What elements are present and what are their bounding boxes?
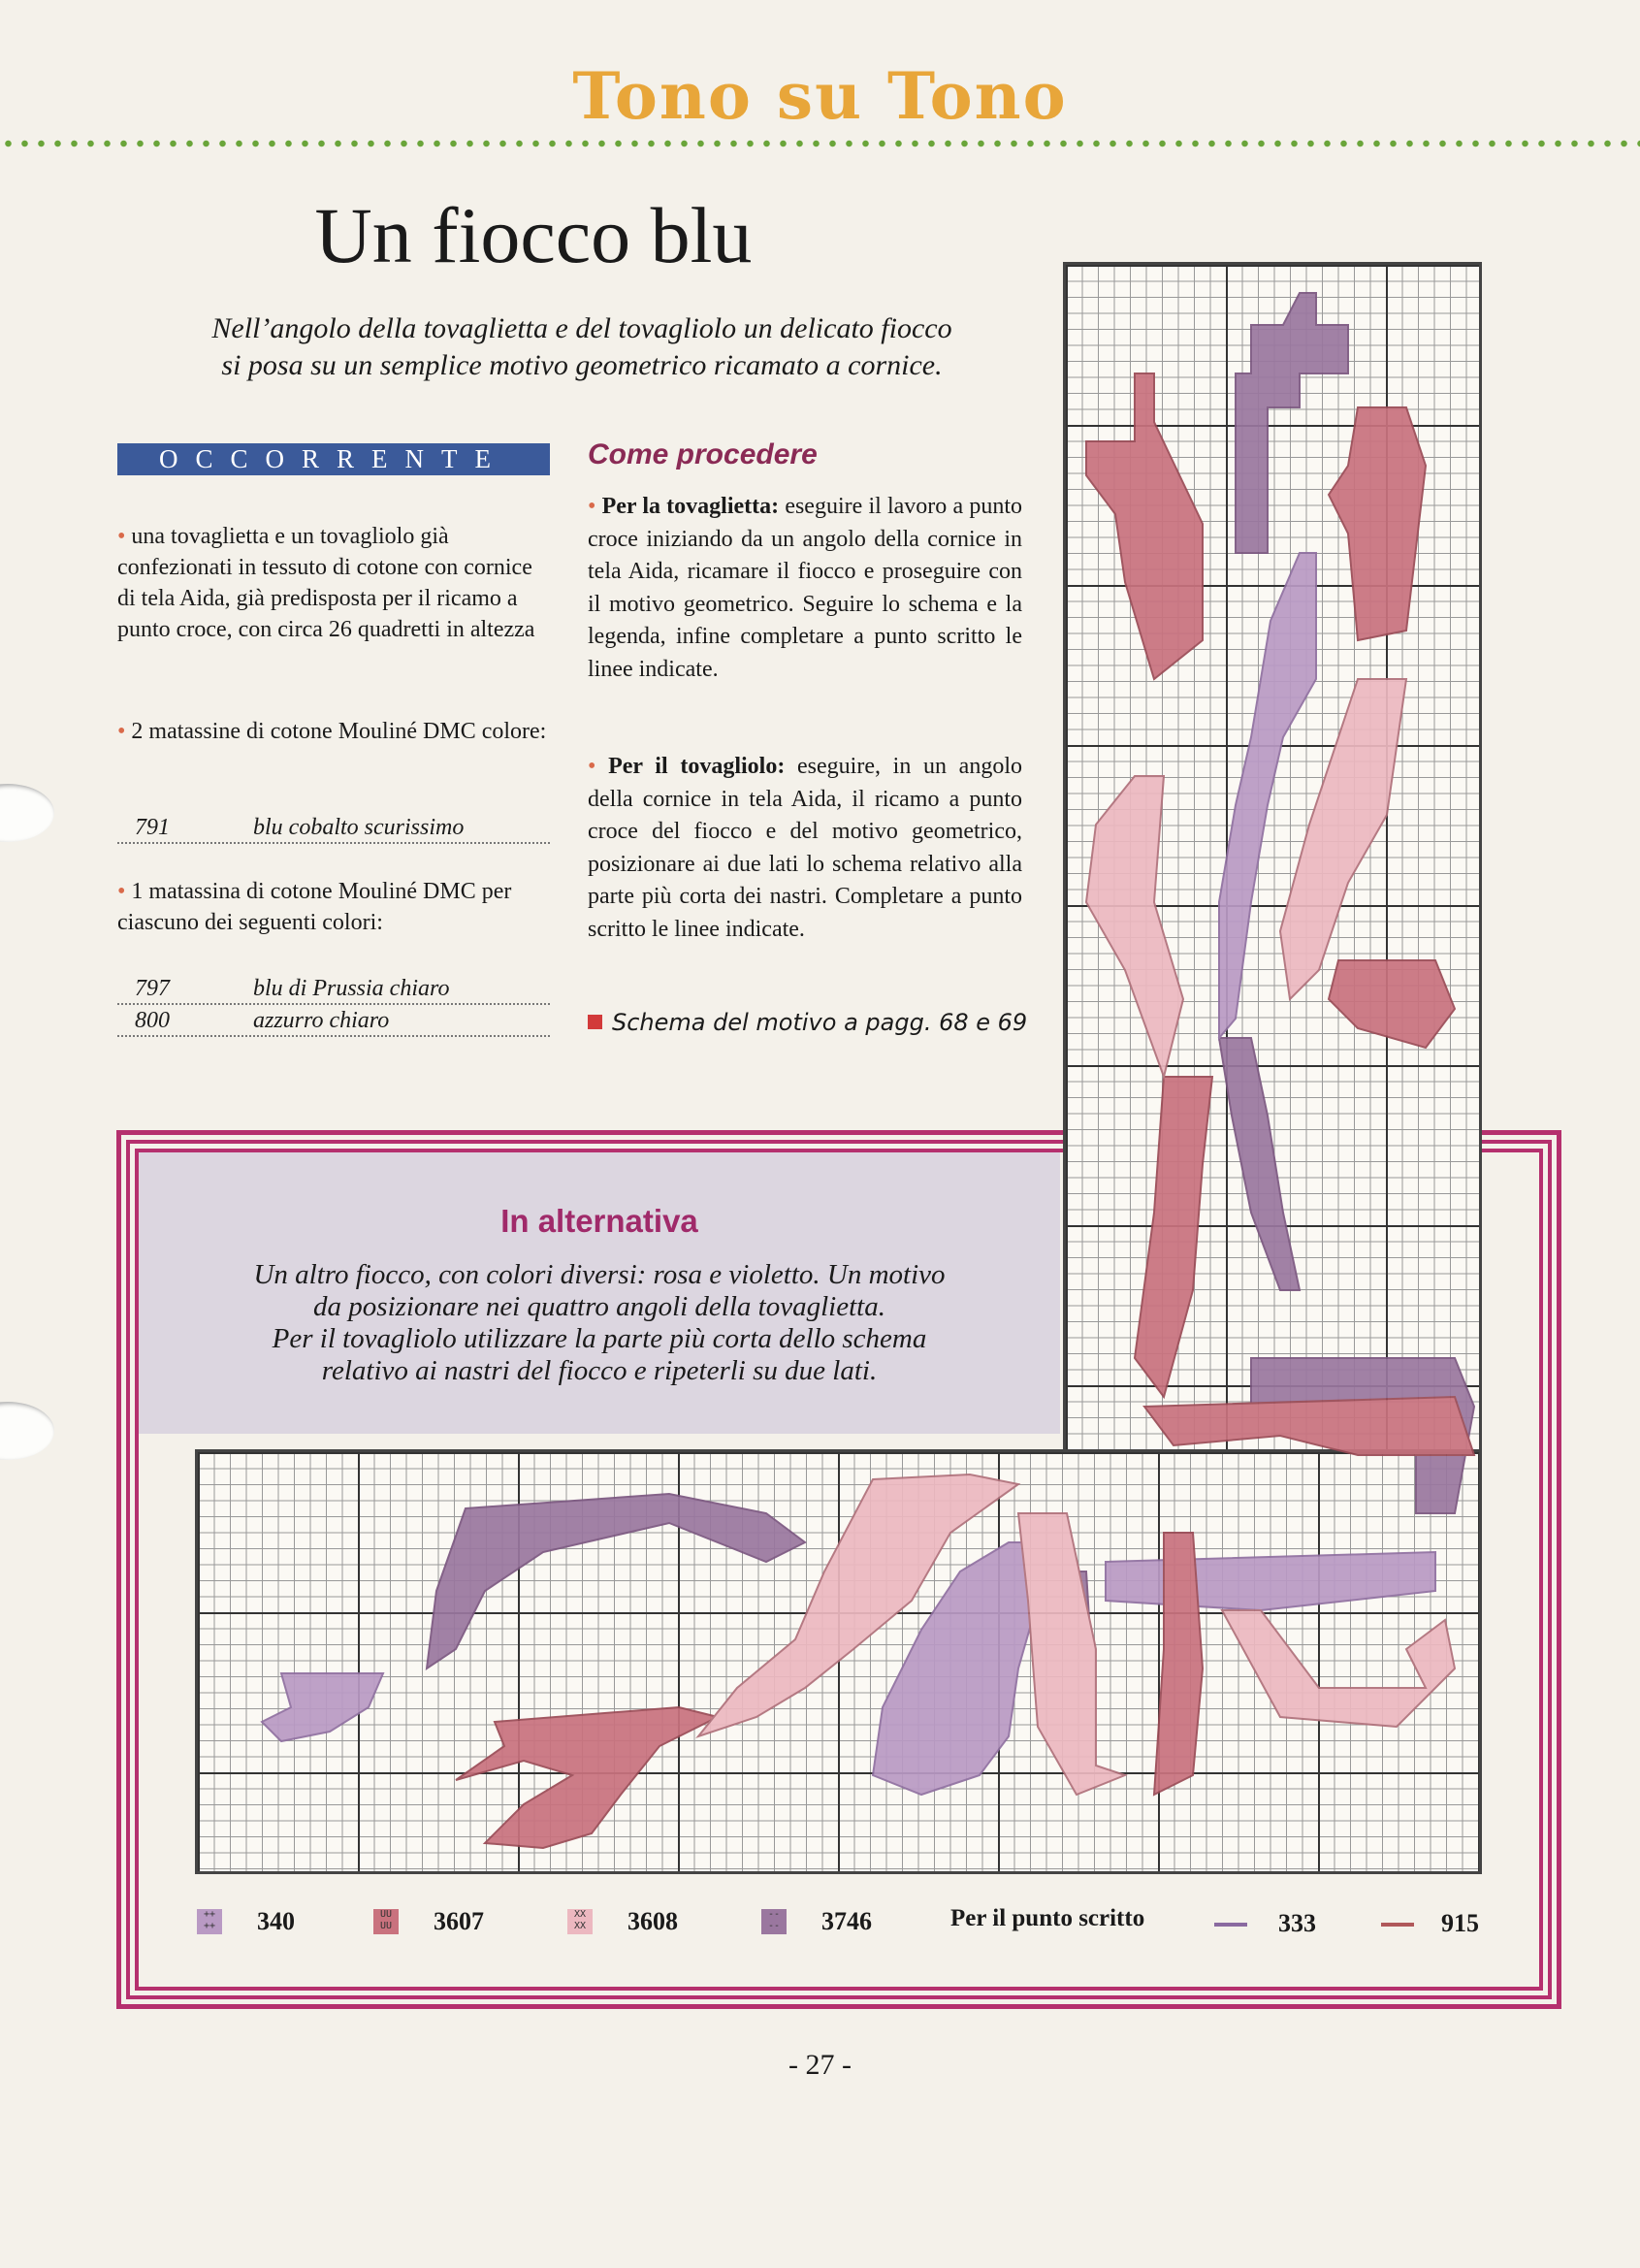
backstitch-line-333-icon (1214, 1923, 1247, 1927)
schema-reference: Schema del motivo a pagg. 68 e 69 (588, 1009, 1027, 1036)
swatch-u-icon: UU UU (373, 1909, 399, 1934)
binder-hole-top (0, 784, 54, 842)
instructions-tovaglietta: • Per la tovaglietta: eseguire il lavoro a punto croce iniziando da un angolo della cornice in tela Aida, ricamare il fiocco e proseguire con il motivo geometrico. Seguire lo schema e la legenda, infine completare a punto scritto le linee indicate. (588, 494, 1022, 682)
bullet-icon: • (588, 754, 609, 779)
binder-hole-bottom (0, 1402, 54, 1460)
backstitch-label: Per il punto scritto (950, 1905, 1145, 1931)
swatch-plus-icon: ++ ++ (197, 1909, 222, 1934)
thread-row: 797 blu di Prussia chiaro (117, 974, 550, 1005)
alternative-heading: In alternativa (500, 1203, 698, 1239)
legend-item-3608: XX XX 3608 (567, 1909, 761, 1938)
swatch-dash-icon: -- -- (761, 1909, 787, 1934)
alternative-text: Un altro fiocco, con colori diversi: rosa e violetto. Un motivo da posizionare nei quattro angoli della tovaglietta. Per il tovagliolo utilizzare la parte più corta dello schema relativo ai nastri del fiocco e ripeterli su due lati. (253, 1259, 946, 1386)
legend-item-3607: UU UU 3607 (373, 1909, 567, 1938)
bullet-icon: • (117, 524, 132, 549)
legend-item-340: ++ ++ 340 (197, 1909, 391, 1938)
dotted-divider (0, 140, 1640, 147)
backstitch-code-915: 915 (1441, 1909, 1479, 1937)
page-number: - 27 - (788, 2049, 852, 2081)
occorrente-item-1: • una tovaglietta e un tovagliolo già confezionati in tessuto di cotone con cornice di tela Aida, già predisposta per il ricamo a punto croce, con circa 26 quadretti in altezza (117, 524, 535, 642)
backstitch-line-915-icon (1381, 1923, 1414, 1927)
occorrente-item-2: • 2 matassine di cotone Mouliné DMC colore: (117, 719, 547, 744)
subtitle-line: Nell’angolo della tovaglietta e del tovagliolo un delicato fiocco (211, 312, 952, 344)
masthead: Tono su Tono (572, 58, 1068, 134)
thread-row: 791 blu cobalto scurissimo (117, 813, 550, 844)
occorrente-item-3: • 1 matassina di cotone Mouliné DMC per ciascuno dei seguenti colori: (117, 879, 512, 935)
come-procedere-heading: Come procedere (588, 438, 818, 470)
bullet-icon: • (117, 879, 132, 904)
bullet-icon: • (117, 719, 132, 744)
backstitch-code-333: 333 (1278, 1909, 1316, 1937)
page-title: Un fiocco blu (314, 191, 753, 279)
subtitle (145, 310, 1018, 384)
thread-row: 800 azzurro chiaro (117, 1006, 550, 1037)
instructions-tovagliolo: • Per il tovagliolo: eseguire, in un angolo della cornice in tela Aida, il ricamo a punto croce del fiocco e del motivo geometrico, posizionare ai due lati lo schema relativo alla parte più corta dei nastri. Completare a punto scritto le linee indicate. (588, 754, 1023, 942)
subtitle-line: si posa su un semplice motivo geometrico ricamato a cornice. (221, 349, 943, 381)
chart-grid-horizontal (195, 1449, 1482, 1874)
occorrente-heading: OCCORRENTE (117, 443, 550, 475)
bullet-icon: • (588, 494, 602, 519)
square-icon (588, 1015, 602, 1029)
swatch-x-icon: XX XX (567, 1909, 593, 1934)
legend-item-3746: -- -- 3746 (761, 1909, 955, 1938)
